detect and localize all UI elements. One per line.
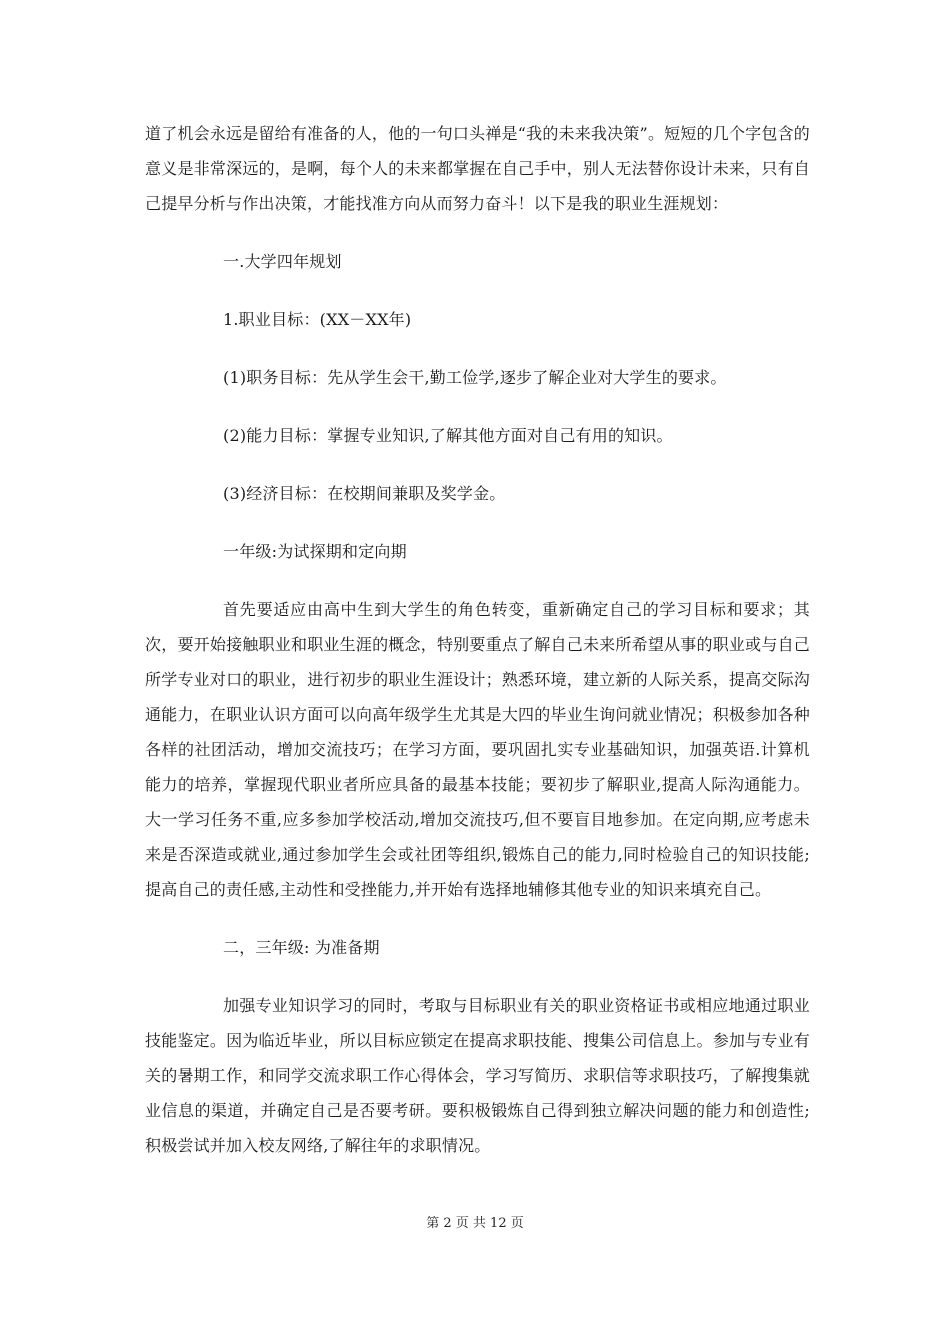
section-heading — [145, 244, 810, 279]
paragraph-text: 道了机会永远是留给有准备的人，他的一句口头禅是“我的未来我决策”。短短的几个字包含的意义是非常深远的，是啊，每个人的未来都掌握在自己手中，别人无法替你设计未来，只有自己提早分析与作出决策，才能找准方向从而努力奋斗！以下是我的职业生涯规划： — [145, 124, 810, 213]
heading-text: 一.大学四年规划 — [223, 252, 342, 271]
paragraph-text: 首先要适应由高中生到大学生的角色转变，重新确定自己的学习目标和要求；其次，要开始接触职业和职业生涯的概念，特别要重点了解自己未来所希望从事的职业或与自己所学专业对口的职业，进行初步的职业生涯设计；熟悉环境，建立新的人际关系，提高交际沟通能力，在职业认识方面可以向高年级学生尤其是大四的毕业生询问就业情况；积极参加各种各样的社团活动，增加交流技巧；在学习方面，要巩固扎实专业基础知识，加强英语.计算机能力的培养，掌握现代职业者所应具备的最基本技能；要初步了解职业,提高人际沟通能力。大一学习任务不重,应多参加学校活动,增加交流技巧,但不要盲目地参加。在定向期,应考虑未来是否深造或就业,通过参加学生会或社团等组织,锻炼自己的能力,同时检验自己的知识技能;提高自己的责任感,主动性和受挫能力,并开始有选择地辅修其他专业的知识来填充自己。 — [145, 600, 810, 899]
heading-text: 二，三年级: 为准备期 — [223, 938, 380, 957]
paragraph-text: 加强专业知识学习的同时，考取与目标职业有关的职业资格证书或相应地通过职业技能鉴定。因为临近毕业，所以目标应锁定在提高求职技能、搜集公司信息上。参加与专业有关的暑期工作，和同学交流求职工作心得体会，学习写简历、求职信等求职技巧，了解搜集就业信息的渠道，并确定自己是否要考研。要积极锻炼自己得到独立解决问题的能力和创造性;积极尝试并加入校友网络,了解往年的求职情况。 — [145, 996, 810, 1155]
economic-goal-line — [145, 476, 810, 511]
paragraph-text: 1.职业目标：(XX－XX年) — [223, 310, 412, 329]
paragraph-text: (3)经济目标：在校期间兼职及奖学金。 — [223, 484, 506, 503]
year-3-heading — [145, 930, 810, 965]
job-goal-line — [145, 360, 810, 395]
paragraph-text: (2)能力目标：掌握专业知识,了解其他方面对自己有用的知识。 — [223, 426, 673, 445]
year-1-paragraph — [145, 592, 810, 907]
year-3-paragraph — [145, 988, 810, 1163]
ability-goal-line — [145, 418, 810, 453]
document-body — [145, 116, 810, 1186]
paragraph-text: (1)职务目标：先从学生会干,勤工俭学,逐步了解企业对大学生的要求。 — [223, 368, 727, 387]
page-number: 第 2 页 共 12 页 — [426, 1216, 524, 1231]
heading-text: 一年级:为试探期和定向期 — [223, 542, 407, 561]
paragraph-intro — [145, 116, 810, 221]
year-1-heading — [145, 534, 810, 569]
career-goal-line — [145, 302, 810, 337]
